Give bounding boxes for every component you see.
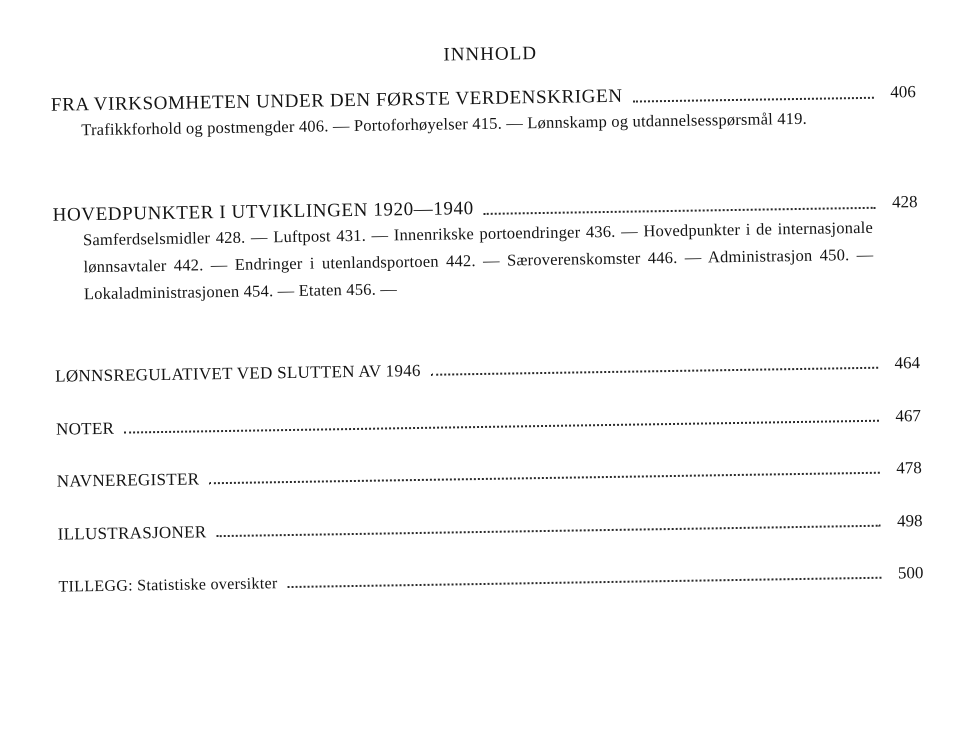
toc-entry-page: 428 [891,192,918,212]
dot-leader [209,468,880,485]
toc-entry-5 [57,458,922,492]
toc-entry-heading: ILLUSTRASJONER [57,522,207,544]
toc-entry-7 [58,563,923,597]
dot-leader [484,203,876,215]
page-title: INNHOLD [443,43,538,66]
dot-leader [216,521,880,537]
dot-leader [431,363,878,376]
toc-entry-heading: NAVNEREGISTER [56,469,200,491]
toc-entry-page: 478 [896,458,922,478]
dot-leader [633,93,874,103]
dot-leader [124,416,879,434]
toc-entry-6 [58,511,923,545]
toc-entry-4 [56,406,921,440]
toc-entry-heading: NOTER [55,418,115,439]
toc-entry-page: 500 [897,563,924,583]
toc-entry-page: 464 [894,353,921,373]
toc-entry-page: 467 [895,406,922,426]
toc-entry-heading: TILLEGG: Statistiske oversikter [58,575,278,596]
toc-entry-description-text: Samferdselsmidler 428. — Luftpost 431. — Innenrikske portoendringer 436. — Hovedpunkter i de internasjonale lønnsavtaler 442. — Endringer i utenlandsportoen 442. — Særoverenskomster 446. — Administrasjon 450. — Lokaladministrasjonen 454. — Etaten 456. — [82,217,874,304]
toc-entry-heading: LØNNSREGULATIVET VED SLUTTEN AV 1946 [55,360,421,386]
toc-entry-page: 406 [890,82,916,102]
toc-entry-description-text: Trafikkforhold og postmengder 406. — Portoforhøyelser 415. — Lønnskamp og utdannelsesspørsmål 419. [81,108,808,140]
toc-entry-1 [51,81,917,144]
dot-leader [288,573,882,588]
toc-entry-heading: HOVEDPUNKTER I UTVIKLINGEN 1920—1940 [52,198,474,226]
toc-entry-3 [55,353,920,387]
toc-entry-2 [53,191,920,308]
toc-entry-description [83,214,874,307]
toc-entry-heading: FRA VIRKSOMHETEN UNDER DEN FØRSTE VERDENSKRIGEN [50,85,623,116]
toc-entry-page: 498 [896,511,923,531]
